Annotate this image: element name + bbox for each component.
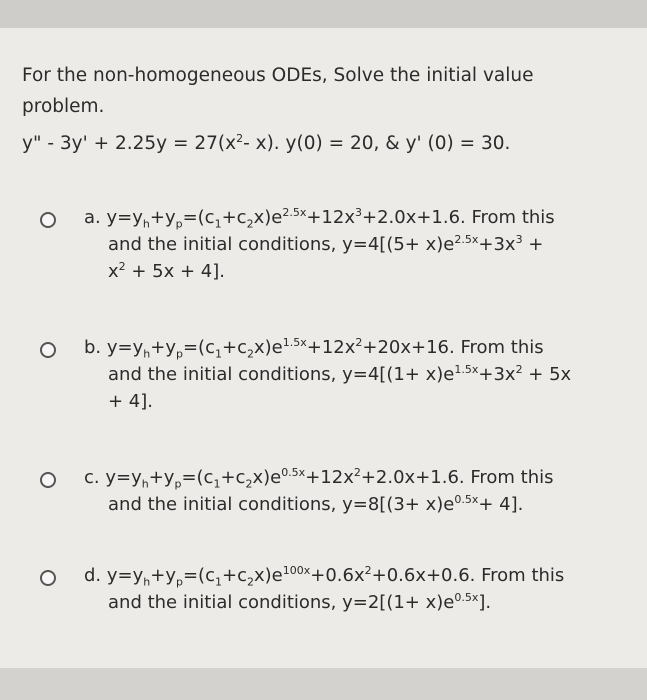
ode-equation: y" - $3y' + 2.25y = 27(x^2-$ x). y(0) = 20, & y' (0) = 30. — [22, 131, 511, 154]
option-a-text: a. $y=y_h+y_p=(c_1+c_2x)e^{2.5x}+12x^3+2.0x+1.6$. From this and the initial conditions, $y=4[(5+ x)e^{2.5x}+3x^3$ + $x^2 + 5x + 4$]. — [84, 206, 555, 282]
radio-a[interactable] — [40, 212, 56, 228]
question-text: For the non-homogeneous ODEs, Solve the initial value problem. — [22, 65, 534, 117]
question-card — [0, 28, 647, 668]
option-d-text: d. $y=y_h+y_p=(c_1+c_2x)e^{100x}+0.6x^2+0.6x+0.6$. From this and the initial conditions, $y=2[(1+ x)e^{0.5x}]$. — [84, 564, 565, 613]
top-bar — [0, 0, 647, 28]
radio-b[interactable] — [40, 342, 56, 358]
option-b-text: b. $y=y_h+y_p=(c_1+c_2x)e^{1.5x}+12x^2+20x+16$. From this and the initial conditions, $y=4[(1+ x)e^{1.5x}+3x^2 + 5x$ + 4]. — [84, 336, 572, 412]
radio-c[interactable] — [40, 472, 56, 488]
question-prompt — [22, 60, 612, 122]
option-c-text: c. $y=y_h+y_p=(c_1+c_2x)e^{0.5x}+12x^2+2.0x+1.6$. From this and the initial conditions, $y=8[(3+ x)e^{0.5x}+ 4]$. — [84, 466, 554, 515]
bottom-bar — [0, 668, 647, 700]
radio-d[interactable] — [40, 570, 56, 586]
